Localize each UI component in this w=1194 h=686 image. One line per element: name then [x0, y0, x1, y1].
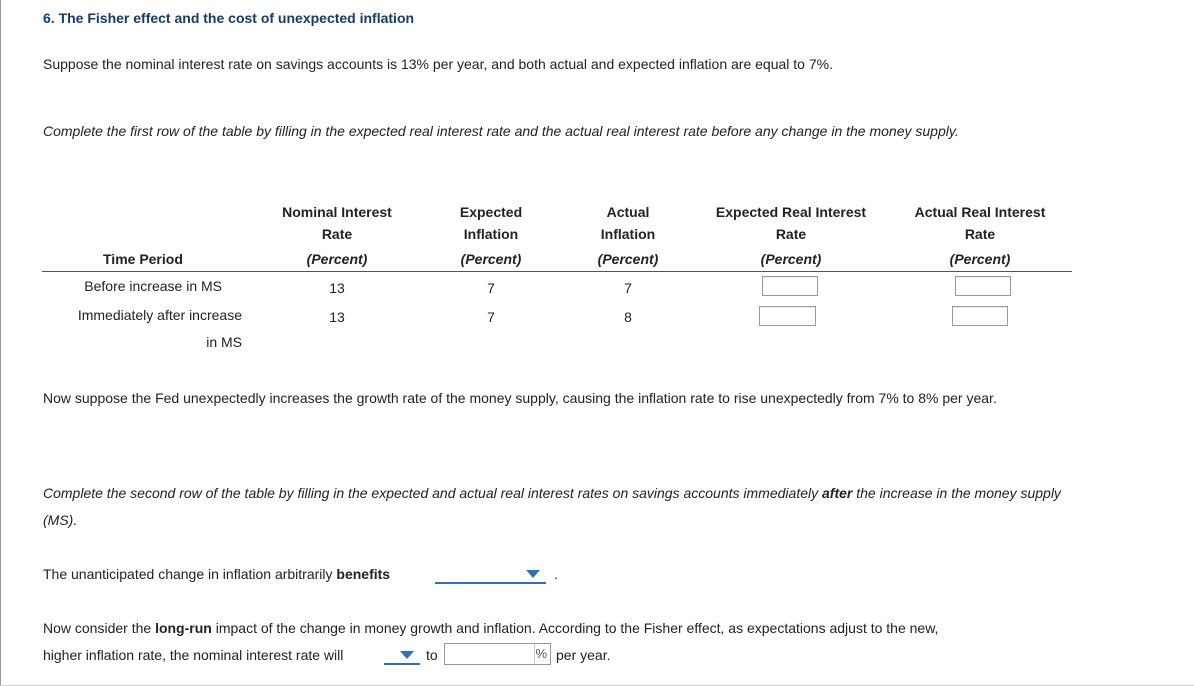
table-header-rule — [42, 271, 1072, 272]
chevron-down-icon — [400, 651, 414, 659]
row2-label: Immediately after increase in MS — [77, 307, 242, 350]
long-run-line2: higher inflation rate, the nominal interest rate will — [43, 647, 344, 663]
row2-expected-inflation: 7 — [487, 309, 495, 325]
benefits-period: . — [554, 566, 558, 582]
row2-actual-inflation: 8 — [624, 309, 632, 325]
row1-actual-real-input[interactable] — [955, 276, 1011, 296]
chevron-down-icon — [526, 570, 540, 578]
header-expected-inflation: Expected Inflation (Percent) — [459, 204, 523, 267]
benefits-question: The unanticipated change in inflation arbitrarily benefits — [43, 566, 391, 582]
question-title: 6. The Fisher effect and the cost of unexpected inflation — [43, 10, 415, 26]
scenario-text: Now suppose the Fed unexpectedly increases the growth rate of the money supply, causing the inflation rate to rise unexpectedly from 7% to 8% per year. — [43, 390, 997, 406]
direction-dropdown[interactable] — [384, 647, 420, 665]
row1-label: Before increase in MS — [84, 278, 222, 294]
row1-expected-inflation: 7 — [487, 280, 495, 296]
long-run-text: Now consider the long-run impact of the change in money growth and inflation. According to the Fisher effect, as expectations adjust to the new, — [43, 620, 939, 636]
row1-nominal: 13 — [329, 280, 345, 296]
benefits-dropdown[interactable] — [435, 566, 546, 584]
intro-text: Suppose the nominal interest rate on savings accounts is 13% per year, and both actual and expected inflation are equal to 7%. — [43, 56, 833, 72]
to-label: to — [426, 647, 438, 663]
row2-actual-real-input[interactable] — [952, 306, 1008, 326]
instruction-first-row: Complete the first row of the table by filling in the expected real interest rate and the actual real interest rate before any change in the money supply. — [43, 123, 959, 139]
row1-expected-real-input[interactable] — [762, 276, 818, 296]
header-actual-inflation: Actual Inflation (Percent) — [597, 204, 659, 267]
header-time-period: Time Period — [103, 251, 183, 267]
percent-unit: % — [535, 646, 547, 661]
header-nominal-rate: Nominal Interest Rate (Percent) — [282, 204, 392, 267]
left-border — [0, 0, 1, 686]
header-actual-real-rate: Actual Real Interest Rate (Percent) — [914, 204, 1046, 267]
nominal-rate-input[interactable] — [444, 643, 551, 665]
per-year-label: per year. — [556, 647, 611, 663]
row1-actual-inflation: 7 — [624, 280, 632, 296]
row2-expected-real-input[interactable] — [759, 306, 816, 326]
header-expected-real-rate: Expected Real Interest Rate (Percent) — [715, 204, 867, 267]
instruction-second-row: Complete the second row of the table by filling in the expected and actual real interest rates on savings accounts immediately after the increase in the money supply (MS). — [43, 485, 1061, 528]
row2-nominal: 13 — [329, 309, 345, 325]
